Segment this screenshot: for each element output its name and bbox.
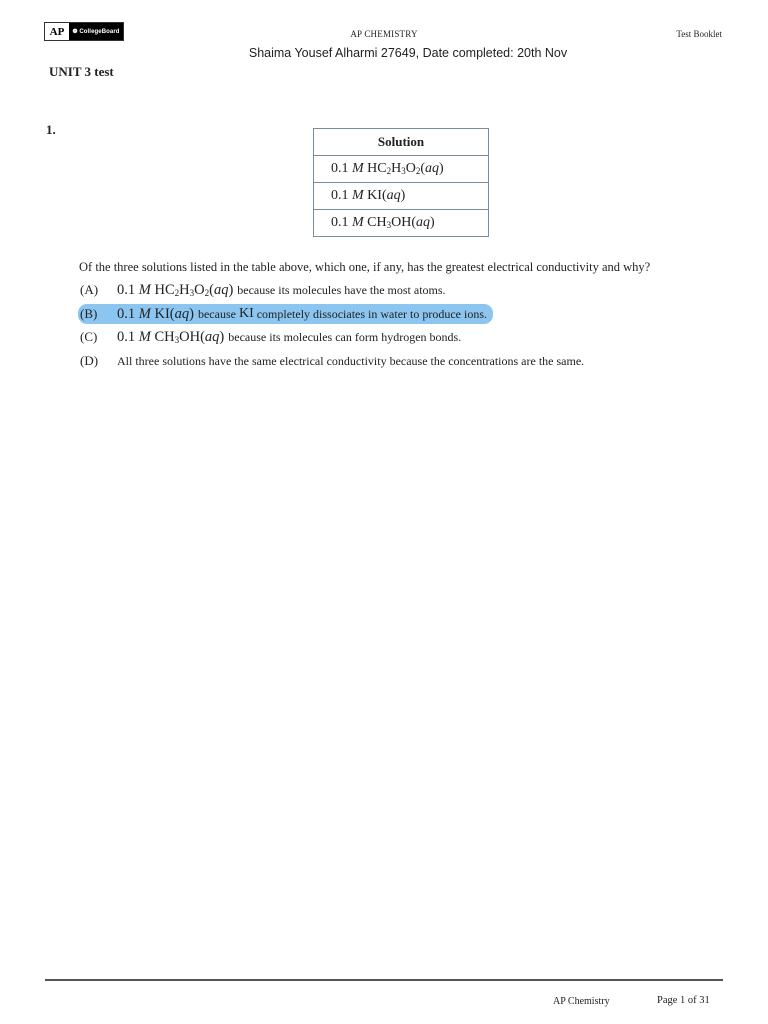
answer-option-b-selected[interactable]: (B) 0.1 M KI(aq) because KI completely dissociates in water to produce ions.: [78, 304, 493, 324]
table-row: [314, 156, 489, 183]
table-cell: 0.1 M $HC_2H_3O_2(aq)$: [314, 156, 489, 183]
question-stem: Of the three solutions listed in the table above, which one, if any, has the greatest electrical conductivity and why?: [79, 260, 651, 274]
answer-option-d[interactable]: (D) All three solutions have the same electrical conductivity because the concentrations are the same.: [80, 353, 585, 368]
header-course-title: AP CHEMISTRY: [350, 29, 418, 39]
table-cell: 0.1 M KI(aq): [314, 183, 489, 210]
footer-divider: [45, 979, 723, 981]
ap-logo-text: AP: [45, 23, 69, 40]
answer-option-c[interactable]: (C) 0.1 M $CH_3OH(aq)$ because its molecules can form hydrogen bonds.: [80, 328, 462, 345]
table-row: [314, 210, 489, 237]
footer-subject: AP Chemistry: [553, 996, 610, 1007]
acorn-icon: ❁: [72, 29, 80, 35]
collegeboard-logo-text: ❁ CollegeBoard: [69, 23, 123, 40]
footer-page-number: Page 1 of 31: [657, 995, 710, 1006]
table-row: [314, 183, 489, 210]
solution-table: [313, 128, 489, 237]
answer-option-a[interactable]: (A) 0.1 M $HC_2H_3O_2(aq)$ because its molecules have the most atoms.: [80, 281, 446, 298]
table-cell: 0.1 M $CH_3OH(aq)$: [314, 210, 489, 237]
header-booklet-label: Test Booklet: [676, 29, 722, 39]
student-info-line: Shaima Yousef Alharmi 27649, Date completed: 20th Nov: [248, 46, 568, 60]
question-number: 1.: [46, 122, 56, 137]
unit-title: UNIT 3 test: [49, 64, 114, 79]
solution-table-header: Solution: [314, 129, 489, 156]
